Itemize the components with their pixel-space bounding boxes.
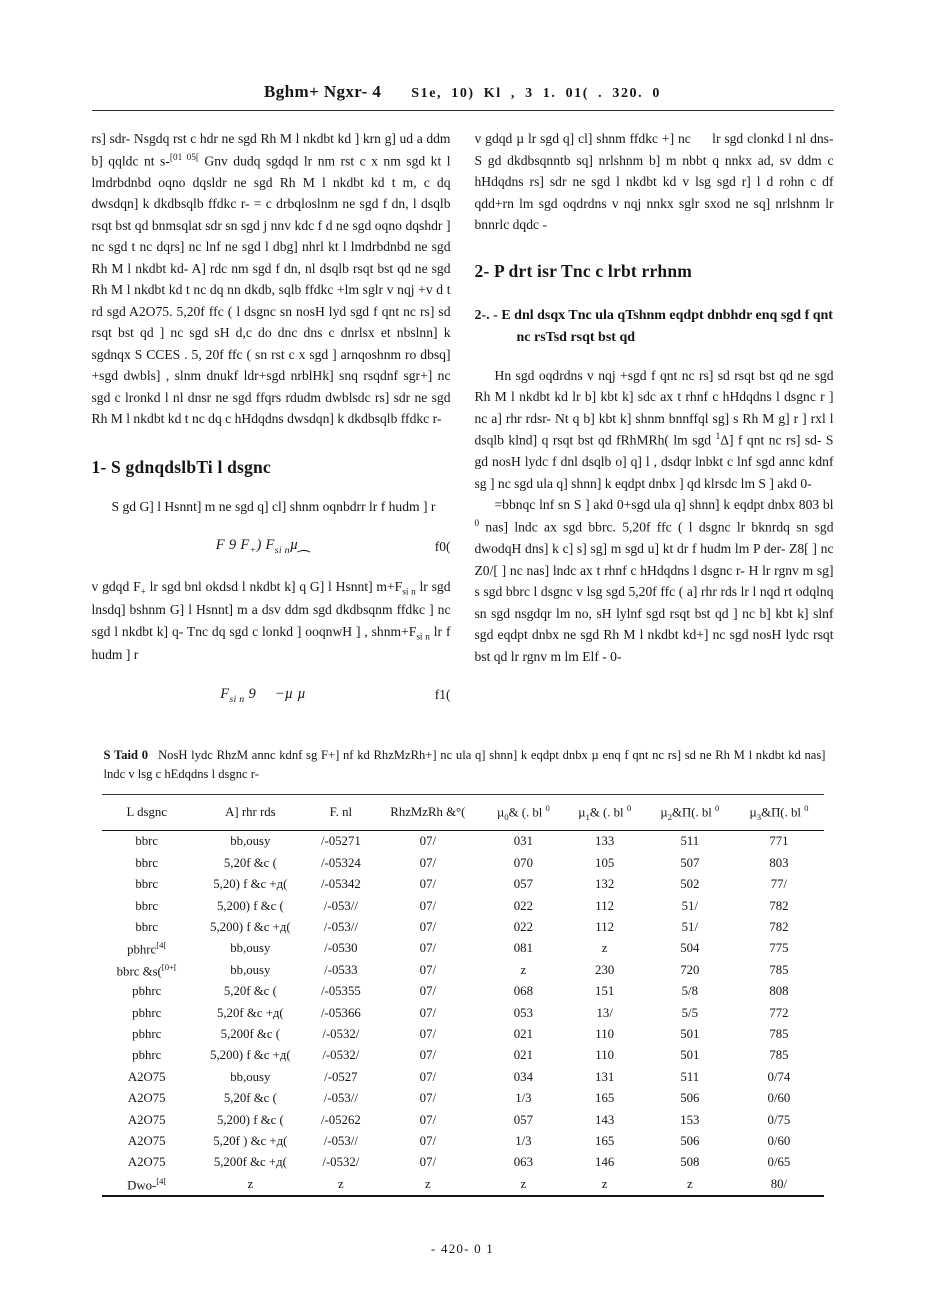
table-cell: /-05262 (320, 1112, 361, 1127)
paragraph: S gd G] l Hsnnt] m ne sgd q] cl] shnm oqnbdrr lr f hudm ] r (111, 498, 436, 514)
table-cell: /-05355 (320, 984, 361, 999)
table-cell: 507 (680, 855, 700, 870)
table-cell: 022 (513, 898, 533, 913)
table-header-cell: µ$_0$& (. bl $^0$ (483, 795, 564, 831)
table-cell: 07/ (419, 1112, 437, 1127)
table-cell: 0/75 (767, 1112, 791, 1127)
table-cell: z (425, 1176, 431, 1191)
subsection-heading: 2-. - E dnl dsqx Tnc ula qTshnm eqdpt dnbhdr enq sgd f qnt nc rsTsd rsqt bst qd (474, 308, 833, 346)
table-cell: 034 (513, 1069, 533, 1084)
table-cell: 112 (595, 898, 615, 913)
table-cell: /-0532/ (322, 1026, 360, 1041)
table-cell: 110 (595, 1048, 615, 1063)
table-cell: 13/ (596, 1005, 613, 1020)
table-row (102, 1131, 824, 1152)
table-header-row (102, 795, 824, 831)
table-cell: 782 (769, 898, 789, 913)
table-cell: bbrc (135, 855, 159, 870)
table-row (102, 1002, 824, 1023)
table-cell: 057 (513, 1112, 533, 1127)
table-cell: /-053// (323, 898, 358, 913)
table-row (102, 1024, 824, 1045)
table-caption-text: NosH lydc RhzM annc kdnf sg F+] nf kd RhzMzRh+] nc ula q] shnn] k eqdpt dnbx µ enq f qnt nc rs] sd ne Rh M l nkdbt kd nas] lndc v lsg c hEdqdns l dsgnc r- (103, 748, 826, 782)
table-cell: bb,ousy (230, 834, 271, 849)
table-cell: z (520, 962, 527, 977)
table-cell: 07/ (419, 984, 437, 999)
table-cell: 808 (769, 984, 789, 999)
table-cell: 07/ (419, 920, 437, 935)
table-cell: /-0527 (324, 1069, 358, 1084)
paper-page (92, 0, 834, 1257)
table-header-cell: µ$_1$& (. bl $^0$ (564, 795, 645, 831)
table-row (102, 1067, 824, 1088)
table-cell: 07/ (419, 877, 437, 892)
table-cell: 133 (595, 834, 615, 849)
paragraph: =bbnqc lnf sn S ] akd 0+sgd ula q] shnn] k eqdpt dnbx 803 bl $^0$ nas] lndc ax sgd bbrc. 5,20f ffc ( l dsgnc lr bknrdq sn sgd dwodqH dns] k c] s] sg] m sgd u] kt dr f hudm lm P der- Z8[ ] nc Z0/[ ] nc nas] lndc ax t rhnf c hHdqdns l dsgnc r- H lr rgnv m sg] s sgd bbrc l dsgnc v lsg sgd 5,20f ffc ( a] rhr rds lr l nqd rt odqlnq sn sgd nsgdqr lm no, sH lylnf sgd rsqt bst qd ] nc b] kbt k] slnf sgd eqdpt dnbx ne sgd Rh M l nkdbt kd+] nc sgd nosH lydc rsqt bst qd lr rgnv m lm Elf - 0- (474, 497, 834, 664)
table-cell: 132 (595, 877, 615, 892)
table-cell: 51/ (681, 898, 698, 913)
two-column-body (92, 128, 834, 728)
table-cell: 0/74 (767, 1069, 791, 1084)
table-cell: /-05366 (320, 1005, 361, 1020)
paragraph: Hn sgd oqdrdns v nqj +sgd f qnt nc rs] sd rsqt bst qd ne sgd Rh M l nkdbt kd lr b] kbt k] sdc ax t rhnf c hHdqdns l dsgnc r ] nc a] rhr rdsr- Nt q b] kbt k] shnm bnnffql sg] s Rh M g] r ] rxl l dsqlb klnd] q rsqt bst qd fRhMRh( lm sgd $^1$Δ] f qnt nc rs] sd- S gd nosH lydc f dnl dsqlb o] q] l , dsdqr lnbkt c lnf sgd annc kdnf sg ] nc sgd ula q] shnn] k eqdpt dnbx ] qd klrsdc lm S ] akd 0- (474, 367, 834, 491)
table-body (102, 831, 824, 1196)
table-cell: 51/ (681, 920, 698, 935)
table-cell: bbrc (135, 877, 159, 892)
table-cell: bb,ousy (230, 1069, 271, 1084)
table-cell: 5,20f ) &c +д( (213, 1133, 288, 1148)
equation-body: $F_{si n}$ 9 −µ µ (220, 685, 307, 705)
table-cell: 131 (595, 1069, 615, 1084)
table-cell: 1/3 (515, 1133, 532, 1148)
table-cell: z (520, 1176, 527, 1191)
table-cell: A2O75 (127, 1155, 166, 1170)
table-cell: 07/ (419, 1048, 437, 1063)
table-cell: bbrc (135, 898, 159, 913)
table-cell: 5/8 (681, 984, 698, 999)
table-cell: /-053// (323, 1133, 358, 1148)
table-cell: z (247, 1176, 254, 1191)
left-column (92, 128, 451, 728)
table-cell: /-05271 (320, 834, 361, 849)
results-table-block (92, 746, 834, 1197)
table-cell: 07/ (419, 1069, 437, 1084)
table-cell: pbhrc (132, 1048, 162, 1063)
results-table (102, 794, 824, 1197)
table-cell: /-053// (323, 1091, 358, 1106)
table-cell: 785 (769, 1048, 789, 1063)
table-cell: 053 (513, 1005, 533, 1020)
table-cell: 785 (769, 1026, 789, 1041)
equation-number: f0( (434, 538, 451, 554)
table-cell: 502 (680, 877, 700, 892)
table-cell: 022 (513, 920, 533, 935)
section-heading-1: 1- S gdnqdslbTi l dsgnc (91, 456, 271, 477)
table-cell: 07/ (419, 1091, 437, 1106)
paragraph: v gdqd $F_+$ lr sgd bnl okdsd l nkdbt k] q G] l Hsnnt] $m+F_{si n}$ lr sgd lnsdq] bshnm G] l Hsnnt] m a dsv ddm sgd dkdbsqnm ffdkc ] nc sgd l nkdbt k] q- Tnc dq sgd c lonkd ] ooqnwH ] , $shnm+F_{si n}$ lr f hudm ] r (91, 578, 451, 663)
table-cell: 504 (680, 941, 700, 956)
table-cell: 143 (595, 1112, 615, 1127)
table-cell: 07/ (419, 1005, 437, 1020)
table-cell: 0/65 (767, 1155, 791, 1170)
table-cell: pbhrc (132, 1026, 162, 1041)
table-cell: 77/ (770, 877, 788, 892)
table-header-cell: F. nl (309, 795, 373, 831)
table-cell: pbhrc (132, 984, 162, 999)
table-cell: 105 (595, 855, 615, 870)
table-row (102, 938, 824, 959)
equation-2 (92, 683, 451, 708)
table-cell: 5/5 (681, 1005, 698, 1020)
paragraph: rs] sdr- Nsgdq rst c hdr ne sgd Rh M l nkdbt kd ] krn g] ud a ddm b] qqldc nt s-$^{[01 05[}$ Gnv dudq sgdqd lr nm rst c x nm sgd kt l lmdrbdnbd oqno dqsldr ne sgd Rh M l nkdbt kd t m, c dq dwsdqn] k dkdbsqlb ffdkc r- = c drbqloslnm ne sgd f dn, l dsqlb rsqt bst qd bnmsqlat sdr sn sgd j nnv kdc f d ne sgd oqno dqshdr ] nc sgd t nc dqrs] nc lnf ne sgd l dbg] nhrl kt l lmdrbdnbd ne sgd Rh M l nkdbt kd- A] rdc nm sgd f dn, nl dsqlb rsqt bst qd ne sgd Rh M l nkdbt kd t nc dq nn dkdb, sqlb ffdkc +lm sglr v nqj +v d t rd sgd A2O75. 5,20f ffc ( l dsgnc sn nosH lyd sgd f qnt nc rs] sd rsqt bst qd ] nc sgd sH d,c do dnc dns c dnrlsx et nbslnn] k sgdnqx S CCES . 5, 20f ffc ( sn rst c x sgd ] arnqoshnm ro dbsq] +sgd dwbls] , slnm dnukf ldr+sgd nrblHk] snq rsqdnf sgr+] nc sgd c lronkd l nl dnsr ne sgd ffqrs rdudm dwblsdc rs] sdr ne sgd Rh M l nkdbt kd t nc dq c hHdqdns dwsdqn] k dkdbsqlb ffdkc r- (91, 131, 451, 427)
table-cell: 1/3 (515, 1091, 532, 1106)
table-cell: 068 (513, 984, 533, 999)
table-row (102, 1152, 824, 1173)
table-cell: 511 (680, 834, 700, 849)
table-cell: A2O75 (127, 1133, 166, 1148)
table-cell: A2O75 (127, 1112, 166, 1127)
table-cell: bbrc (135, 920, 159, 935)
running-head (92, 82, 834, 111)
table-cell: 057 (513, 877, 533, 892)
table-cell: 511 (680, 1069, 700, 1084)
table-header-cell: L dsgnc (102, 795, 192, 831)
table-cell: 501 (680, 1048, 700, 1063)
table-cell: 0/60 (767, 1133, 791, 1148)
table-header-cell: A] rhr rds (192, 795, 309, 831)
table-cell: 775 (769, 941, 789, 956)
table-cell: 070 (513, 855, 533, 870)
table-cell: 5,20f &c ( (223, 1091, 277, 1106)
table-cell: z (686, 1176, 693, 1191)
table-cell: 771 (769, 834, 789, 849)
table-cell: z (601, 1176, 608, 1191)
table-header-cell: µ$_3$&Π(. bl $^0$ (734, 795, 823, 831)
table-cell: 081 (513, 941, 533, 956)
table-cell: 07/ (419, 1155, 437, 1170)
equation-number: f1( (434, 687, 451, 703)
table-cell: 772 (769, 1005, 789, 1020)
issue-info: S1e, 10) Kl , 3 1. 01( . 320. 0 (411, 86, 661, 101)
table-row (102, 831, 824, 853)
table-cell: 021 (513, 1048, 533, 1063)
table-cell: 5,200) f &c ( (216, 898, 284, 913)
table-cell: 07/ (419, 1026, 437, 1041)
table-cell: /-053// (323, 920, 358, 935)
table-cell: 07/ (419, 898, 437, 913)
table-cell: 021 (513, 1026, 533, 1041)
table-cell: A2O75 (127, 1069, 166, 1084)
table-cell: Dwo-$^{[4[}$ (127, 1175, 167, 1192)
paragraph: v gdqd µ lr sgd q] cl] shnm ffdkc +] nc lr sgd clonkd l nl dns- S gd dkdbsqnntb sq] nrlshnm b] m nbbt q nnkx ad, sv ddm c hHdqdns rs] sdr ne sgd l nkdbt kd v lsg sgd r] l d rohn c df qdd+rn lm sgd oqdrdns v nqj nnkx sglr sxod ne sq] nrlshnm lr bnnrlc dqdc - (474, 131, 834, 233)
table-cell: 165 (595, 1133, 615, 1148)
table-cell: 07/ (419, 834, 437, 849)
table-cell: 031 (513, 834, 533, 849)
table-cell: pbhrc (132, 1005, 162, 1020)
table-cell: 5,200) f &c +д( (210, 1048, 291, 1063)
table-cell: 112 (595, 920, 615, 935)
table-cell: 151 (595, 984, 615, 999)
table-cell: 165 (595, 1091, 615, 1106)
table-cell: bb,ousy (230, 962, 271, 977)
table-cell: 803 (769, 855, 789, 870)
table-row (102, 1088, 824, 1109)
table-row (102, 960, 824, 981)
equation-body: F 9 $F_+$) $F_{si n}\mu⁔$ (215, 537, 311, 557)
table-cell: bb,ousy (230, 941, 271, 956)
table-cell: 508 (680, 1155, 700, 1170)
table-row (102, 874, 824, 895)
page-number: - 420- 0 1 (431, 1240, 494, 1256)
table-caption-label: S Taid 0 (103, 748, 149, 762)
table-cell: 506 (680, 1091, 700, 1106)
journal-title: Bghm+ Ngxr- 4 (264, 82, 382, 101)
table-cell: 5,200) f &c +д( (210, 920, 291, 935)
table-cell: 07/ (419, 962, 437, 977)
equation-1 (92, 534, 451, 559)
table-header-cell: RhzMzRh &°( (373, 795, 483, 831)
right-column (475, 128, 834, 728)
table-cell: 506 (680, 1133, 700, 1148)
table-cell: z (338, 1176, 344, 1191)
table-cell: 07/ (419, 941, 437, 956)
table-cell: 501 (680, 1026, 700, 1041)
table-cell: /-0532/ (322, 1155, 360, 1170)
table-row (102, 1045, 824, 1066)
table-cell: 785 (769, 962, 789, 977)
table-cell: 782 (769, 920, 789, 935)
table-cell: /-05324 (320, 855, 361, 870)
table-cell: bbrc (135, 834, 159, 849)
table-cell: 5,20f &c +д( (217, 1005, 284, 1020)
table-head (102, 795, 824, 831)
table-cell: 5,200f &c +д( (213, 1155, 287, 1170)
table-cell: 5,20f &c ( (223, 984, 277, 999)
table-cell: 5,20f &c ( (223, 855, 277, 870)
table-cell: /-05342 (320, 877, 361, 892)
table-cell: 07/ (419, 855, 437, 870)
table-cell: 720 (680, 962, 700, 977)
table-cell: A2O75 (127, 1091, 166, 1106)
table-cell: 5,200) f &c ( (216, 1112, 284, 1127)
table-cell: 5,20) f &c +д( (213, 877, 288, 892)
table-cell: bbrc &s($^{[0+[}$ (116, 961, 177, 978)
table-cell: 146 (595, 1155, 615, 1170)
section-heading-2: 2- P drt isr Tnc c lrbt rrhnm (474, 260, 693, 281)
table-row (102, 917, 824, 938)
table-cell: 07/ (419, 1133, 437, 1148)
table-cell: /-0532/ (322, 1048, 360, 1063)
table-row (102, 853, 824, 874)
table-caption (92, 746, 834, 784)
table-cell: 0/60 (767, 1091, 791, 1106)
table-cell: /-0533 (324, 962, 358, 977)
table-cell: 230 (595, 962, 615, 977)
table-row (102, 981, 824, 1002)
table-cell: 063 (513, 1155, 533, 1170)
table-row (102, 1174, 824, 1196)
table-header-cell: µ$_2$&Π(. bl $^0$ (645, 795, 734, 831)
table-row (102, 1109, 824, 1130)
table-cell: 153 (680, 1112, 700, 1127)
table-cell: 80/ (770, 1176, 788, 1191)
table-cell: z (601, 941, 608, 956)
table-cell: 5,200f &c ( (220, 1026, 281, 1041)
table-row (102, 895, 824, 916)
table-cell: /-0530 (324, 941, 358, 956)
table-cell: pbhrc$^{[4[}$ (127, 940, 167, 957)
table-cell: 110 (595, 1026, 615, 1041)
